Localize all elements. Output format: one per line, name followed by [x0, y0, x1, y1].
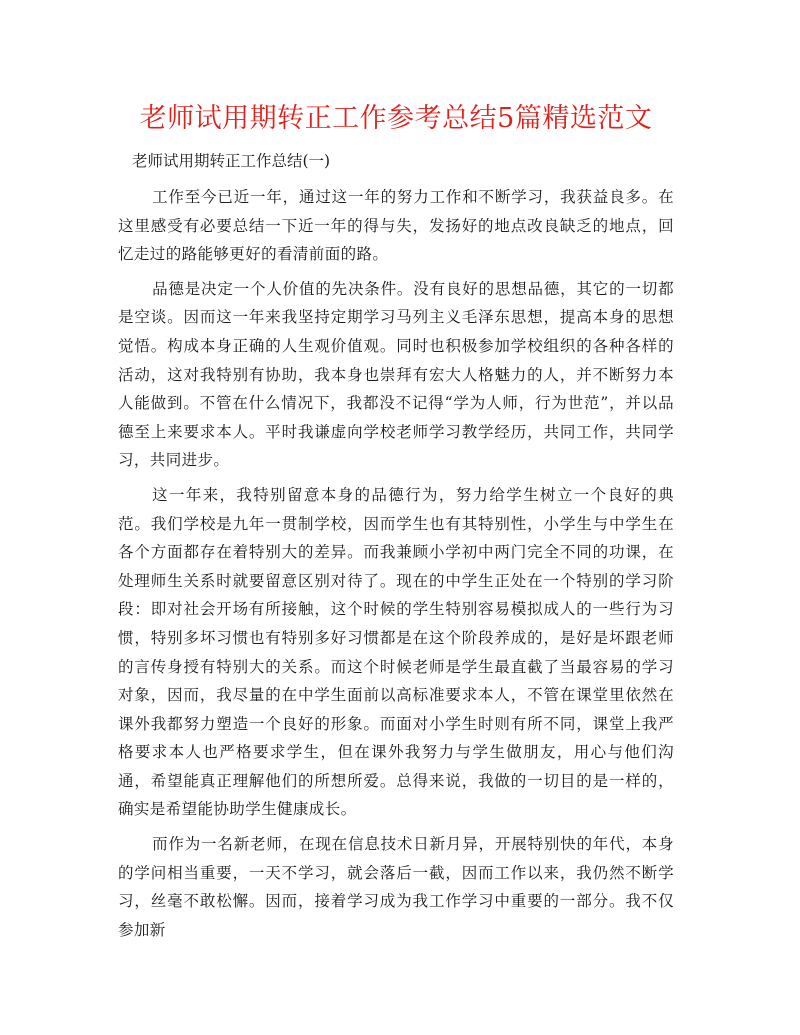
document-title: 老师试用期转正工作参考总结5篇精选范文: [139, 103, 653, 134]
paragraph-2: 品德是决定一个人价值的先决条件。没有良好的思想品德，其它的一切都是空谈。因而这一年来我坚持定期学习马列主义毛泽东思想，提高本身的思想觉悟。构成本身正确的人生观价值观。同时也积极参加学校组织的各种各样的活动，这对我特别有协助，我本身也崇拜有宏大人格魅力的人，并不断努力本人能做到。不管在什么情况下，我都没不记得“学为人师，行为世范”，并以品德至上来要求本人。平时我谦虚向学校老师学习教学经历，共同工作，共同学习，共同进步。: [118, 279, 674, 470]
paragraph-3: 这一年来，我特别留意本身的品德行为，努力给学生树立一个良好的典范。我们学校是九年一贯制学校，因而学生也有其特别性，小学生与中学生在各个方面都存在着特别大的差异。而我兼顾小学初中两门完全不同的功课，在处理师生关系时就要留意区别对待了。现在的中学生正处在一个特别的学习阶段：即对社会开场有所接触，这个时候的学生特别容易模拟成人的一些行为习惯，特别多坏习惯也有特别多好习惯都是在这个阶段养成的，是好是坏跟老师的言传身授有特别大的关系。而这个时候老师是学生最直截了当最容易的学习对象，因而，我尽量的在中学生面前以高标准要求本人，不管在课堂里依然在课外我都努力塑造一个良好的形象。而面对小学生时则有所不同，课堂上我严格要求本人也严格要求学生，但在课外我努力与学生做朋友，用心与他们沟通，希望能真正理解他们的所想所爱。总得来说，我做的一切目的是一样的，确实是希望能协助学生健康成长。: [118, 485, 674, 819]
paragraph-4: 而作为一名新老师，在现在信息技术日新月异，开展特别快的年代，本身的学问相当重要，一天不学习，就会落后一截，因而工作以来，我仍然不断学习，丝毫不敢松懈。因而，接着学习成为我工作学习中重要的一部分。我不仅参加新: [118, 835, 674, 939]
document-page: [118, 96, 674, 950]
paragraph-1: 工作至今已近一年，通过这一年的努力工作和不断学习，我获益良多。在这里感受有必要总结一下近一年的得与失，发扬好的地点改良缺乏的地点，回忆走过的路能够更好的看清前面的路。: [118, 188, 674, 264]
section-heading: 老师试用期转正工作总结(一): [132, 152, 331, 170]
